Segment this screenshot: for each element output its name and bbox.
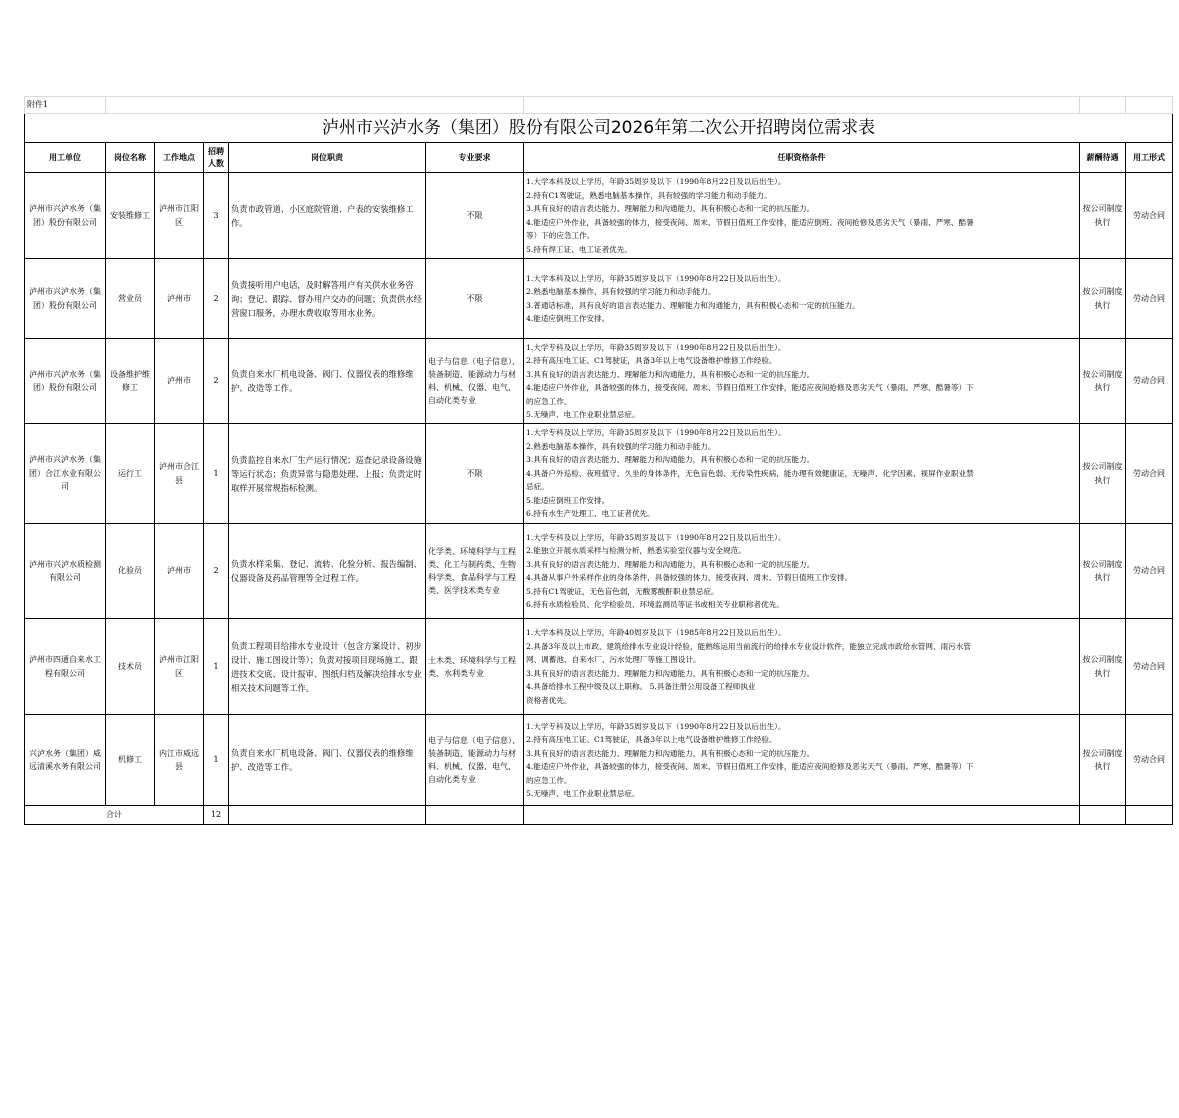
qualification-line: 1.大学专科及以上学历，年龄35周岁及以下（1990年8月22日及以后出生）。 [526,721,786,731]
qualification-line: 1.大学本科及以上学历，年龄35周岁及以下（1990年8月22日及以后出生）。 [526,177,786,186]
cell-duties: 负责接听用户电话，及时解答用户有关供水业务咨询；登记、跟踪、督办用户交办的问题；负责供水经营窗口服务，办理水费收取等用水业务。 [229,259,426,339]
qualification-line: 4.能适应户外作业，具备较强的体力，接受夜间、周末、节假日值班工作安排，能适应夜间抢修及恶劣天气（暴雨、严寒、酷暑等）下 [526,762,974,771]
recruitment-sheet [24,96,1172,825]
qualification-line: 5.持有焊工证、电工证者优先。 [526,244,632,254]
cell-salary: 按公司制度执行 [1080,715,1126,806]
cell-employment-type: 劳动合同 [1126,619,1173,715]
cell-major: 化学类、环境科学与工程类、化工与制药类、生物科学类、食品科学与工程类、医学技术类专业 [426,524,524,619]
cell-employer: 泸州市兴泸水务（集团）合江水业有限公司 [25,424,106,524]
cell-employer: 兴泸水务（集团）威远清溪水务有限公司 [25,715,106,806]
cell-salary: 按公司制度执行 [1080,339,1126,424]
cell-location: 泸州市 [155,259,204,339]
cell-location: 泸州市 [155,524,204,619]
cell-employer: 泸州市兴泸水务（集团）股份有限公司 [25,173,106,259]
cell-employment-type: 劳动合同 [1126,173,1173,259]
cell-major: 不限 [426,424,524,524]
qualification-line: 2.熟悉电脑基本操作，具有较强的学习能力和动手能力。 [526,441,716,451]
cell-qualifications [524,424,1080,524]
cell-employer: 泸州市兴泸水务（集团）股份有限公司 [25,259,106,339]
qualification-line: 4.能适应户外作业，具备较强的体力，接受夜间、周末、节假日值班工作安排，能适应夜间抢修及恶劣天气（暴雨、严寒、酷暑等）下 [526,383,974,392]
total-label: 合计 [25,806,204,825]
cell-qualifications [524,715,1080,806]
qualification-line: 的应急工作。 [526,396,572,406]
table-row [25,259,1173,339]
cell-salary: 按公司制度执行 [1080,619,1126,715]
cell-position: 化验员 [106,524,155,619]
qualification-line: 2.持有高压电工证、C1驾驶证，具备3年以上电气设备维护维修工作经验。 [526,356,777,365]
qualification-line: 2.持有高压电工证、C1驾驶证，具备3年以上电气设备维护维修工作经验。 [526,735,777,744]
cell-location: 泸州市 [155,339,204,424]
table-row [25,339,1173,424]
recruitment-table [24,96,1173,825]
qualification-line: 3.具有良好的语言表达能力、理解能力和沟通能力，具有积极心态和一定的抗压能力。 [526,204,815,213]
cell-position: 技术员 [106,619,155,715]
cell-qualifications [524,619,1080,715]
cell-qualifications [524,173,1080,259]
cell-qualifications [524,339,1080,424]
qualification-line: 2.具备3年及以上市政、建筑给排水专业设计经验，能熟练运用当前流行的给排水专业设计软件，能独立完成市政给水管网、雨污水管 [526,641,971,651]
qualification-line: 4.具备从事户外采样作业的身体条件，具备较强的体力，接受夜间、周末、节假日值班工作安排。 [526,573,853,582]
qualification-line: 资格者优先。 [526,695,572,705]
qualification-line: 5.无噪声、电工作业职业禁忌症。 [526,789,640,798]
qualification-line: 1.大学专科及以上学历，年龄35周岁及以下（1990年8月22日及以后出生）。 [526,428,786,438]
header-duties: 岗位职责 [229,143,426,173]
qualification-line: 3.具有良好的语言表达能力、理解能力和沟通能力，具有积极心态和一定的抗压能力。 [526,559,815,569]
cell-duties: 负责市政管道、小区庭院管道、户表的安装维修工作。 [229,173,426,259]
qualification-line: 3.具有良好的语言表达能力、理解能力和沟通能力，具有积极心态和一定的抗压能力。 [526,455,815,465]
attachment-row [25,97,1173,114]
page-title: 泸州市兴泸水务（集团）股份有限公司2026年第二次公开招聘岗位需求表 [25,114,1173,143]
qualification-line: 忌症。 [526,482,549,492]
cell-employer: 泸州市兴泸水务（集团）股份有限公司 [25,339,106,424]
title-row [25,114,1173,143]
cell-employment-type: 劳动合同 [1126,715,1173,806]
qualification-line: 3.具有良好的语言表达能力、理解能力和沟通能力，具有积极心态和一定的抗压能力。 [526,748,815,758]
header-employer: 用工单位 [25,143,106,173]
cell-salary: 按公司制度执行 [1080,524,1126,619]
header-salary: 薪酬待遇 [1080,143,1126,173]
cell-qualifications [524,524,1080,619]
cell-count: 1 [204,619,229,715]
cell-location: 泸州市江阳区 [155,619,204,715]
cell-position: 安装维修工 [106,173,155,259]
attachment-label: 附件1 [25,97,106,114]
qualification-line: 1.大学专科及以上学历，年龄35周岁及以下（1990年8月22日及以后出生）。 [526,342,786,352]
cell-position: 营业员 [106,259,155,339]
table-row [25,715,1173,806]
cell-count: 2 [204,524,229,619]
qualification-line: 3.普通话标准，具有良好的语言表达能力、理解能力和沟通能力，具有积极心态和一定的抗压能力。 [526,300,860,310]
cell-qualifications [524,259,1080,339]
cell-duties: 负责工程项目给排水专业设计（包含方案设计、初步设计、施工图设计等）；负责对接项目现场施工、跟进技术交底、设计报审、图纸归档及解决给排水专业相关技术问题等工作。 [229,619,426,715]
cell-position: 机修工 [106,715,155,806]
qualification-line: 2.持有C1驾驶证，熟悉电脑基本操作，具有较强的学习能力和动手能力。 [526,190,772,200]
header-major: 专业要求 [426,143,524,173]
cell-count: 2 [204,339,229,424]
cell-duties: 负责自来水厂机电设备、阀门、仪器仪表的维修维护、改造等工作。 [229,715,426,806]
qualification-line: 4.具备给排水工程中级及以上职称。 5.具备注册公用设备工程师执业 [526,682,756,691]
table-row [25,524,1173,619]
cell-duties: 负责水样采集、登记、流转、化验分析、报告编制、仪器设备及药品管理等全过程工作。 [229,524,426,619]
cell-location: 内江市威远县 [155,715,204,806]
cell-salary: 按公司制度执行 [1080,424,1126,524]
cell-major: 电子与信息（电子信息）、装备制造、能源动力与材料、机械、仪器、电气、自动化类专业 [426,339,524,424]
cell-count: 1 [204,424,229,524]
qualification-line: 4.能适应户外作业，具备较强的体力，接受夜间、周末、节假日值班工作安排，能适应倒班、夜间抢修及恶劣天气（暴雨、严寒、酷暑 [526,217,974,227]
qualification-line: 3.具有良好的语言表达能力、理解能力和沟通能力，具有积极心态和一定的抗压能力。 [526,668,815,678]
qualification-line: 的应急工作。 [526,775,572,785]
qualification-line: 5.无噪声、电工作业职业禁忌症。 [526,410,640,419]
cell-employment-type: 劳动合同 [1126,424,1173,524]
header-qualifications: 任职资格条件 [524,143,1080,173]
cell-employment-type: 劳动合同 [1126,339,1173,424]
qualification-line: 等）下的应急工作。 [526,231,595,240]
header-employment-type: 用工形式 [1126,143,1173,173]
cell-employment-type: 劳动合同 [1126,259,1173,339]
cell-employment-type: 劳动合同 [1126,524,1173,619]
header-row [25,143,1173,173]
cell-major: 不限 [426,259,524,339]
cell-position: 设备维护维修工 [106,339,155,424]
cell-duties: 负责监控自来水厂生产运行情况；巡查记录设备设施等运行状态；负责异常与隐患处理、上报；负责定时取样开展常规指标检测。 [229,424,426,524]
cell-major: 电子与信息（电子信息）、装备制造、能源动力与材料、机械、仪器、电气、自动化类专业 [426,715,524,806]
cell-count: 1 [204,715,229,806]
qualification-line: 2.熟悉电脑基本操作，具有较强的学习能力和动手能力。 [526,287,716,296]
cell-location: 泸州市合江县 [155,424,204,524]
cell-location: 泸州市江阳区 [155,173,204,259]
cell-duties: 负责自来水厂机电设备、阀门、仪器仪表的维修维护、改造等工作。 [229,339,426,424]
qualification-line: 5.持有C1驾驶证，无色盲色弱，无酸雾酸酐职业禁忌症。 [526,586,719,596]
cell-major: 土木类、环境科学与工程类、水利类专业 [426,619,524,715]
cell-employer: 泸州市兴泸水质检测有限公司 [25,524,106,619]
qualification-line: 6.持有水生产处理工、电工证者优先。 [526,509,655,519]
cell-salary: 按公司制度执行 [1080,173,1126,259]
cell-salary: 按公司制度执行 [1080,259,1126,339]
total-count: 12 [204,806,229,825]
qualification-line: 4.能适应倒班工作安排。 [526,314,610,323]
total-row [25,806,1173,825]
cell-count: 3 [204,173,229,259]
cell-employer: 泸州市四通自来水工程有限公司 [25,619,106,715]
cell-count: 2 [204,259,229,339]
qualification-line: 3.具有良好的语言表达能力、理解能力和沟通能力，具有积极心态和一定的抗压能力。 [526,369,815,379]
qualification-line: 6.持有水质检验员、化学检验员、环境监测员等证书或相关专业职称者优先。 [526,600,784,609]
table-row [25,424,1173,524]
qualification-line: 网、调蓄池、自来水厂、污水处理厂等施工图设计。 [526,655,701,664]
qualification-line: 4.具备户外巡检、夜班值守、久坐的身体条件，无色盲色弱、无传染性疾病，能办理有效健康证，无噪声、化学因素、视屏作业职业禁 [526,468,974,478]
header-count: 招聘人数 [204,143,229,173]
qualification-line: 2.能独立开展水质采样与检测分析，熟悉实验室仪器与安全规范。 [526,546,746,555]
qualification-line: 5.能适应倒班工作安排。 [526,495,610,505]
qualification-line: 1.大学本科及以上学历，年龄35周岁及以下（1990年8月22日及以后出生）。 [526,273,786,283]
qualification-line: 1.大学本科及以上学历，年龄40周岁及以下（1985年8月22日及以后出生）。 [526,628,786,637]
table-row [25,619,1173,715]
qualification-line: 1.大学专科及以上学历，年龄35周岁及以下（1990年8月22日及以后出生）。 [526,532,786,542]
header-location: 工作地点 [155,143,204,173]
cell-position: 运行工 [106,424,155,524]
table-row [25,173,1173,259]
header-position: 岗位名称 [106,143,155,173]
cell-major: 不限 [426,173,524,259]
